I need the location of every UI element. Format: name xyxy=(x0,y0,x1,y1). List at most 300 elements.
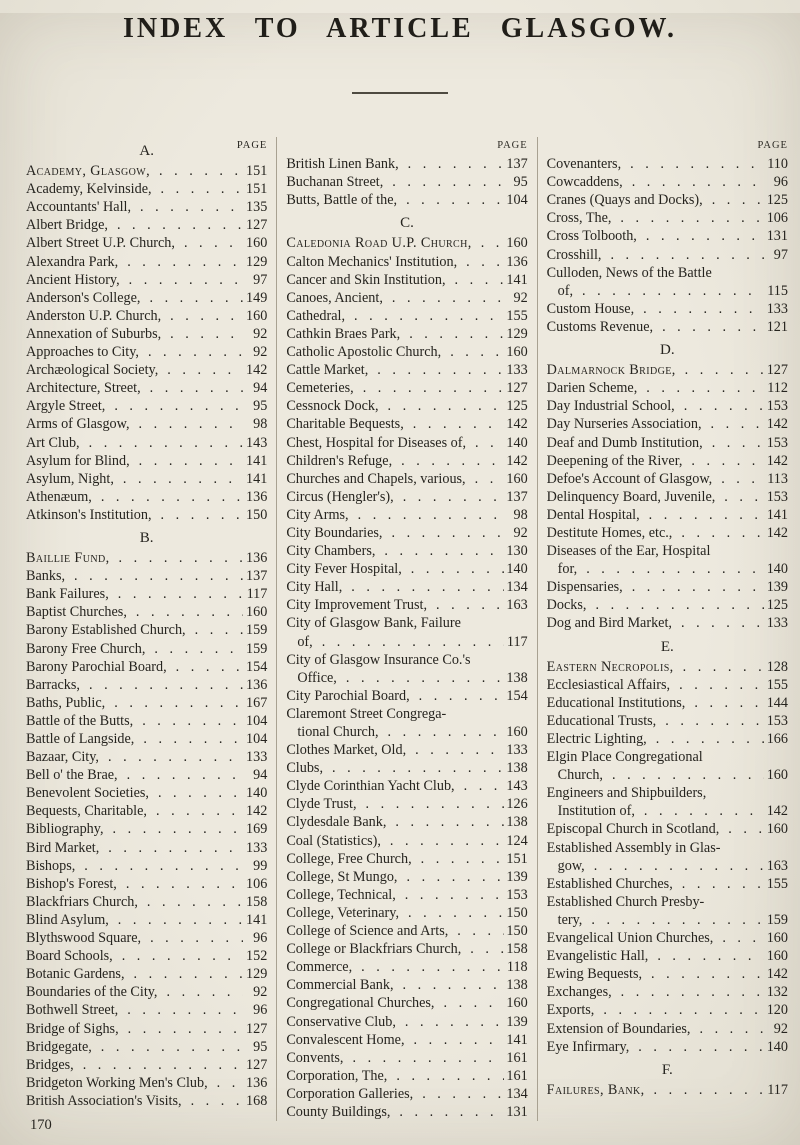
entry-page-number: 117 xyxy=(246,586,268,603)
dot-leader xyxy=(398,1013,504,1031)
entry-line xyxy=(286,560,527,578)
index-entry xyxy=(286,307,527,325)
dot-leader xyxy=(169,658,244,676)
entry-page-number: 160 xyxy=(246,235,268,252)
index-entry xyxy=(286,1085,527,1103)
entry-text: Cessnock Dock, xyxy=(286,398,379,415)
dot-leader xyxy=(705,191,764,209)
dot-leader xyxy=(381,397,504,415)
entry-line xyxy=(547,434,788,452)
entry-text: Barony Free Church, xyxy=(26,640,146,657)
entry-text: Buchanan Street, xyxy=(286,174,384,191)
index-entry xyxy=(547,452,788,470)
entry-text-line1: Claremont Street Congrega- xyxy=(286,705,447,722)
dot-leader xyxy=(623,155,764,173)
entry-text: Commercial Bank, xyxy=(286,977,394,994)
dot-leader xyxy=(625,173,764,191)
entry-line xyxy=(547,820,788,838)
entry-line xyxy=(26,676,267,694)
entry-line xyxy=(286,904,527,922)
index-entry xyxy=(547,929,788,947)
entry-text: Eye Infirmary, xyxy=(546,1038,630,1055)
dot-leader xyxy=(132,452,244,470)
index-entry xyxy=(26,379,267,397)
index-entry xyxy=(26,893,267,911)
entry-line xyxy=(547,875,788,893)
index-entry xyxy=(26,694,267,712)
entry-line xyxy=(26,549,267,567)
index-entry xyxy=(26,307,267,325)
entry-page-number: 94 xyxy=(253,380,268,397)
section-letter: B. xyxy=(139,529,154,546)
dot-leader xyxy=(135,712,243,730)
entry-page-number: 169 xyxy=(246,821,268,838)
entry-page-number: 140 xyxy=(506,561,528,578)
entry-line xyxy=(547,173,788,191)
dot-leader xyxy=(457,777,504,795)
entry-page-number: 142 xyxy=(766,803,788,820)
index-entry xyxy=(547,578,788,596)
index-entry xyxy=(547,542,788,578)
dot-leader xyxy=(408,741,504,759)
entry-text: Bishops, xyxy=(26,857,76,874)
entry-page-number: 160 xyxy=(246,604,268,621)
entry-text: Clubs, xyxy=(286,760,323,777)
entry-page-number: 140 xyxy=(506,434,528,451)
entry-page-number: 135 xyxy=(246,199,268,216)
entry-page-number: 129 xyxy=(246,966,268,983)
index-entry xyxy=(286,994,527,1012)
entry-line xyxy=(286,958,527,976)
entry-page-number: 139 xyxy=(506,1013,528,1030)
index-entry xyxy=(286,524,527,542)
entry-text: Ewing Bequests, xyxy=(546,966,643,983)
entry-page-number: 95 xyxy=(253,1038,268,1055)
index-entry xyxy=(547,658,788,676)
dot-leader xyxy=(351,506,504,524)
entry-text: Defoe's Account of Glasgow, xyxy=(546,470,713,487)
entry-page-number: 138 xyxy=(506,977,528,994)
entry-text: Chest, Hospital for Diseases of, xyxy=(286,434,467,451)
index-entry xyxy=(286,614,527,650)
dot-leader xyxy=(325,759,504,777)
entry-line xyxy=(26,379,267,397)
dot-leader xyxy=(151,784,243,802)
section-letter: D. xyxy=(660,342,675,359)
entry-line2 xyxy=(286,723,527,741)
dot-leader xyxy=(119,875,243,893)
entry-text: Clyde Trust, xyxy=(286,796,357,813)
entry-line xyxy=(547,227,788,245)
index-entry xyxy=(26,875,267,893)
index-entry xyxy=(286,687,527,705)
dot-leader xyxy=(122,271,244,289)
entry-text: Churches and Chapels, various, xyxy=(286,470,466,487)
index-entry xyxy=(286,1103,527,1121)
index-entry xyxy=(547,318,788,336)
entry-line xyxy=(286,1013,527,1031)
page-title: INDEX TO ARTICLE GLASGOW. xyxy=(123,13,677,44)
entry-line xyxy=(547,506,788,524)
entry-text: tional Church, xyxy=(297,724,379,740)
index-entry xyxy=(286,795,527,813)
index-entry xyxy=(286,1067,527,1085)
entry-page-number: 159 xyxy=(766,911,788,928)
entry-page-number: 168 xyxy=(246,1092,268,1109)
entry-text: Cross, The, xyxy=(546,210,612,227)
entry-text: Asylum, Night, xyxy=(26,470,114,487)
entry-page-number: 140 xyxy=(246,785,268,802)
entry-text: Calton Mechanics' Institution, xyxy=(286,253,458,270)
entry-page-number: 159 xyxy=(246,640,268,657)
entry-text: Blythswood Square, xyxy=(26,930,142,947)
dot-leader xyxy=(115,947,244,965)
entry-line xyxy=(286,271,527,289)
dot-leader xyxy=(717,488,764,506)
dot-leader xyxy=(356,379,504,397)
entry-text: Cathkin Braes Park, xyxy=(286,325,401,342)
entry-page-number: 92 xyxy=(513,524,528,541)
index-entry xyxy=(26,506,267,524)
dot-leader xyxy=(344,578,503,596)
entry-line xyxy=(26,730,267,748)
entry-page-number: 117 xyxy=(767,1081,788,1098)
entry-text: Cattle Market, xyxy=(286,362,369,379)
entry-line xyxy=(26,1038,267,1056)
index-entry xyxy=(26,271,267,289)
entry-page-number: 126 xyxy=(506,796,528,813)
dot-leader xyxy=(76,1056,244,1074)
dot-leader xyxy=(459,253,504,271)
entry-page-number: 141 xyxy=(246,470,268,487)
entry-line xyxy=(26,893,267,911)
dot-leader xyxy=(188,621,244,639)
entry-line xyxy=(26,694,267,712)
index-entry xyxy=(286,1013,527,1031)
entry-line xyxy=(547,1001,788,1019)
entry-text: Educational Trusts, xyxy=(546,712,657,729)
index-entry xyxy=(26,621,267,639)
index-entry xyxy=(26,929,267,947)
index-entry xyxy=(547,893,788,929)
index-entry xyxy=(286,832,527,850)
dot-leader xyxy=(101,839,243,857)
entry-page-number: 129 xyxy=(246,253,268,270)
dot-leader xyxy=(345,1049,503,1067)
entry-page-number: 95 xyxy=(513,174,528,191)
entry-line xyxy=(547,452,788,470)
entry-line xyxy=(547,209,788,227)
dot-leader xyxy=(111,585,244,603)
entry-text: Educational Institutions, xyxy=(546,694,686,711)
entry-line xyxy=(26,307,267,325)
index-entry xyxy=(26,1056,267,1074)
index-entry xyxy=(286,379,527,397)
entry-page-number: 98 xyxy=(253,416,268,433)
entry-page-number: 143 xyxy=(246,434,268,451)
index-entry xyxy=(286,1031,527,1049)
index-entry xyxy=(286,904,527,922)
dot-leader xyxy=(655,318,764,336)
entry-text: Circus (Hengler's), xyxy=(286,488,394,505)
dot-leader xyxy=(704,415,764,433)
entry-line xyxy=(286,1031,527,1049)
entry-page-number: 112 xyxy=(767,380,788,397)
index-entry xyxy=(286,452,527,470)
index-entry xyxy=(286,813,527,831)
index-entry xyxy=(547,712,788,730)
section-heading xyxy=(547,1061,788,1079)
entry-text: Failures, Bank, xyxy=(546,1081,645,1098)
index-entry xyxy=(26,452,267,470)
entry-text-line1: Culloden, News of the Battle xyxy=(546,264,712,281)
section-letter: A. xyxy=(139,143,154,159)
entry-page-number: 134 xyxy=(506,579,528,596)
entry-page-number: 133 xyxy=(246,839,268,856)
dot-leader xyxy=(127,965,244,983)
entry-line xyxy=(26,857,267,875)
index-entry xyxy=(547,596,788,614)
entry-line2 xyxy=(547,802,788,820)
entry-page-number: 153 xyxy=(766,488,788,505)
entry-text: Ancient History, xyxy=(26,271,120,288)
section-letter: E. xyxy=(660,638,674,655)
index-entry xyxy=(26,253,267,271)
index-entry xyxy=(286,325,527,343)
dot-leader xyxy=(163,325,243,343)
entry-text: Charitable Bequests, xyxy=(286,416,404,433)
entry-page-number: 96 xyxy=(253,930,268,947)
entry-line xyxy=(26,1001,267,1019)
entry-line xyxy=(547,155,788,173)
dot-leader xyxy=(120,253,243,271)
index-entry xyxy=(286,470,527,488)
entry-text: of, xyxy=(297,633,313,650)
entry-line xyxy=(547,712,788,730)
entry-text: Banks, xyxy=(26,568,66,585)
entry-page-number: 131 xyxy=(766,228,788,245)
index-entry xyxy=(547,300,788,318)
index-entry xyxy=(547,1081,788,1099)
entry-text: Bridges, xyxy=(26,1056,74,1073)
index-entry xyxy=(286,397,527,415)
dot-leader xyxy=(399,868,503,886)
dot-leader xyxy=(147,640,243,658)
entry-page-number: 95 xyxy=(253,398,268,415)
dot-leader xyxy=(414,850,504,868)
entry-line xyxy=(286,488,527,506)
entry-line xyxy=(286,1049,527,1067)
entry-page-number: 113 xyxy=(767,470,788,487)
entry-page-number: 142 xyxy=(506,452,528,469)
entry-line xyxy=(26,162,267,180)
entry-text: Destitute Homes, etc., xyxy=(546,524,673,541)
entry-page-number: 136 xyxy=(246,488,268,505)
entry-line xyxy=(286,452,527,470)
entry-text: Anderson's College, xyxy=(26,289,141,306)
index-entry xyxy=(26,1092,267,1110)
entry-text: gow, xyxy=(557,857,585,874)
dot-leader xyxy=(401,155,504,173)
entry-page-number: 97 xyxy=(253,271,268,288)
entry-text: Cemeteries, xyxy=(286,380,354,397)
index-entry xyxy=(26,216,267,234)
dot-leader xyxy=(383,832,504,850)
dot-leader xyxy=(384,524,503,542)
index-entry xyxy=(286,361,527,379)
entry-page-number: 129 xyxy=(506,325,528,342)
entry-text-line1: Elgin Place Congregational xyxy=(546,749,703,766)
entry-page-number: 160 xyxy=(506,724,528,740)
index-entry xyxy=(547,227,788,245)
index-entry xyxy=(26,415,267,433)
entry-page-number: 141 xyxy=(246,911,268,928)
entry-line xyxy=(547,983,788,1001)
entry-line xyxy=(286,191,527,209)
entry-line xyxy=(547,1020,788,1038)
entry-text: Clothes Market, Old, xyxy=(286,742,407,759)
index-entry xyxy=(26,748,267,766)
dot-leader xyxy=(603,246,764,264)
dot-leader xyxy=(714,470,764,488)
section-heading xyxy=(547,638,788,656)
dot-leader xyxy=(396,488,504,506)
dot-leader xyxy=(339,669,504,687)
entry-line xyxy=(547,488,788,506)
entry-line xyxy=(547,361,788,379)
entry-line xyxy=(286,1103,527,1121)
dot-leader xyxy=(687,694,764,712)
index-entry xyxy=(26,603,267,621)
index-entry xyxy=(26,839,267,857)
entry-text: Deaf and Dumb Institution, xyxy=(546,434,703,451)
index-entry xyxy=(547,875,788,893)
entry-text: City Fever Hospital, xyxy=(286,561,402,578)
index-entry xyxy=(26,965,267,983)
entry-text: for, xyxy=(557,561,578,578)
index-entry xyxy=(26,1020,267,1038)
entry-page-number: 128 xyxy=(766,658,788,675)
entry-line xyxy=(286,173,527,191)
entry-page-number: 153 xyxy=(506,886,528,903)
entry-page-number: 132 xyxy=(766,984,788,1001)
dot-leader xyxy=(159,983,243,1001)
entry-text: Alexandra Park, xyxy=(26,253,119,270)
entry-text: Bazaar, City, xyxy=(26,749,99,766)
entry-page-number: 155 xyxy=(506,307,528,324)
entry-page-number: 136 xyxy=(246,676,268,693)
entry-line xyxy=(547,1081,788,1099)
entry-text: Atkinson's Institution, xyxy=(26,506,152,523)
entry-text: Battle of Langside, xyxy=(26,731,135,747)
entry-page-number: 155 xyxy=(766,676,788,693)
dot-leader xyxy=(77,857,243,875)
page-number: 170 xyxy=(30,1117,52,1133)
dot-leader xyxy=(596,1001,764,1019)
entry-text: Bridgegate, xyxy=(26,1038,92,1055)
index-entry xyxy=(26,162,267,180)
entry-line xyxy=(26,567,267,585)
dot-leader xyxy=(152,162,243,180)
entry-line xyxy=(286,542,527,560)
entry-text: Institution of, xyxy=(557,803,635,820)
entry-line xyxy=(26,766,267,784)
dot-leader xyxy=(674,614,764,632)
dot-leader xyxy=(398,886,504,904)
entry-page-number: 138 xyxy=(506,814,528,831)
dot-leader xyxy=(111,911,244,929)
entry-text: City Arms, xyxy=(286,506,349,523)
dot-leader xyxy=(588,596,764,614)
entry-page-number: 99 xyxy=(253,857,268,874)
entry-text: College, St Mungo, xyxy=(286,868,398,885)
entry-text: Day Nurseries Association, xyxy=(546,416,702,433)
entry-text: Blind Asylum, xyxy=(26,911,109,928)
index-entry xyxy=(547,676,788,694)
entry-page-number: 133 xyxy=(766,300,788,317)
entry-line xyxy=(286,759,527,777)
dot-leader xyxy=(121,1020,244,1038)
entry-text: Office, xyxy=(297,669,337,686)
entry-line xyxy=(286,524,527,542)
entry-line xyxy=(547,318,788,336)
entry-page-number: 160 xyxy=(766,821,788,838)
index-entry xyxy=(26,784,267,802)
scanned-page xyxy=(0,13,800,1133)
entry-text: Customs Revenue, xyxy=(546,318,654,335)
entry-page-number: 96 xyxy=(253,1002,268,1019)
entry-line xyxy=(547,694,788,712)
dot-leader xyxy=(315,633,504,651)
entry-line xyxy=(26,216,267,234)
dot-leader xyxy=(672,676,764,694)
entry-page-number: 163 xyxy=(506,597,528,614)
entry-page-number: 137 xyxy=(506,156,528,173)
entry-text: Bequests, Charitable, xyxy=(26,803,147,820)
entry-line xyxy=(26,452,267,470)
entry-line xyxy=(26,343,267,361)
index-entry xyxy=(286,542,527,560)
entry-page-number: 158 xyxy=(506,941,528,958)
index-entry xyxy=(26,488,267,506)
entry-text-line1: Established Church Presby- xyxy=(546,893,705,910)
index-column-2 xyxy=(276,137,527,1121)
dot-leader xyxy=(347,307,504,325)
entry-line xyxy=(26,397,267,415)
dot-leader xyxy=(359,795,504,813)
dot-leader xyxy=(392,1103,503,1121)
index-entry xyxy=(26,802,267,820)
entry-page-number: 96 xyxy=(773,174,788,191)
index-entry xyxy=(26,434,267,452)
entry-page-number: 160 xyxy=(506,344,528,361)
entry-line xyxy=(547,596,788,614)
entry-line xyxy=(286,578,527,596)
entry-text: Convents, xyxy=(286,1049,344,1066)
index-entry xyxy=(286,759,527,777)
entry-line xyxy=(286,1067,527,1085)
index-entry xyxy=(286,741,527,759)
dot-leader xyxy=(406,415,504,433)
entry-page-number: 142 xyxy=(246,362,268,379)
dot-leader xyxy=(184,1092,244,1110)
index-entry xyxy=(286,271,527,289)
entry-page-number: 92 xyxy=(253,344,268,361)
entry-line xyxy=(26,253,267,271)
index-entry xyxy=(286,578,527,596)
entry-text: Congregational Churches, xyxy=(286,995,435,1012)
entry-line xyxy=(26,712,267,730)
